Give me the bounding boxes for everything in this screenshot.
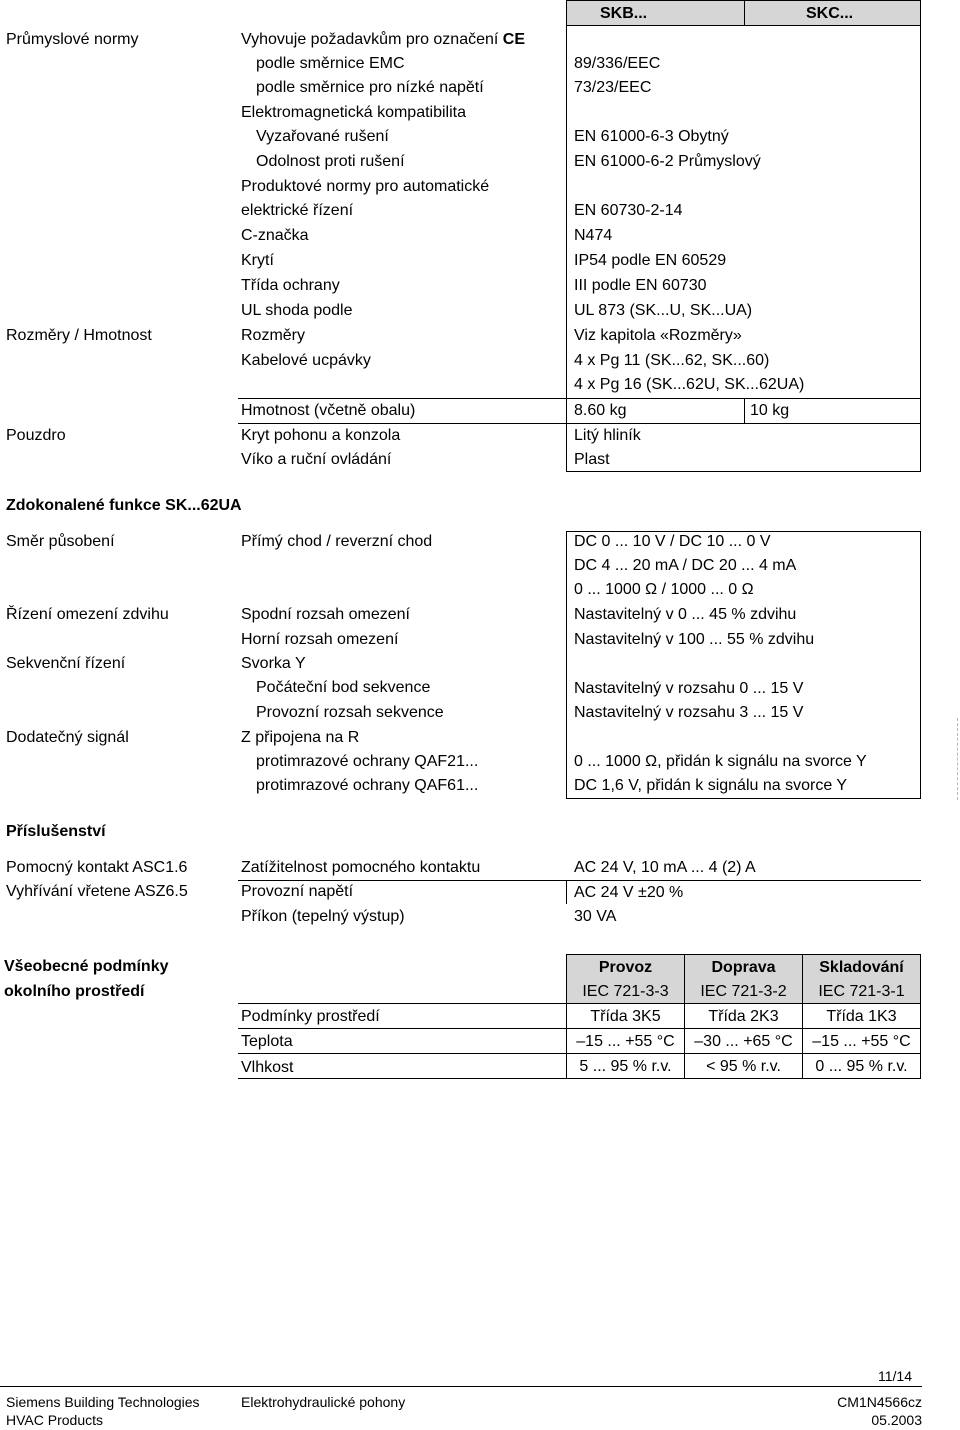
env-cell: Třída 3K5 — [590, 1008, 661, 1025]
page-number: 11/14 — [878, 1368, 912, 1384]
spec-row-label: Vyzařované rušení — [256, 128, 389, 145]
spec-row-label: Elektromagnetická kompatibilita — [241, 104, 466, 121]
env-cell: –15 ... +55 °C — [812, 1033, 911, 1050]
spec-row-value: Viz kapitola «Rozměry» — [574, 327, 742, 344]
advanced-value: 0 ... 1000 Ω / 1000 ... 0 Ω — [574, 581, 754, 598]
accessories-cat: Pomocný kontakt ASC1.6 — [6, 859, 188, 876]
env-cell: –30 ... +65 °C — [694, 1033, 793, 1050]
env-border-h1 — [238, 1003, 921, 1004]
env-row-label: Teplota — [241, 1033, 293, 1050]
accessories-value: AC 24 V ±20 % — [574, 884, 684, 901]
spec-row-value: 8.60 kg — [574, 402, 627, 419]
spec-border-right — [920, 0, 921, 472]
accessories-title: Příslušenství — [6, 823, 106, 840]
spec-border-mid-top — [744, 0, 745, 26]
env-border-h2 — [238, 1028, 921, 1029]
footer-date: 05.2003 — [871, 1412, 922, 1428]
advanced-label: Horní rozsah omezení — [241, 631, 399, 648]
footer-rule — [0, 1386, 922, 1387]
spec-row-label: Víko a ruční ovládání — [241, 451, 392, 468]
spec-row-value: EN 61000-6-2 Průmyslový — [574, 153, 761, 170]
env-cell: Třída 2K3 — [708, 1008, 779, 1025]
spec-head-skb: SKB... — [600, 5, 648, 22]
spec-row-label: Kabelové ucpávky — [241, 352, 371, 369]
spec-row-value: 73/23/EEC — [574, 79, 652, 96]
advanced-label: Provozní rozsah sekvence — [256, 704, 444, 721]
spec-row-label: Třída ochrany — [241, 277, 340, 294]
footer-product: Elektrohydraulické pohony — [241, 1394, 406, 1410]
spec-row-label: Hmotnost (včetně obalu) — [241, 402, 416, 419]
advanced-label: Přímý chod / reverzní chod — [241, 533, 433, 550]
spec-row-label: podle směrnice EMC — [256, 55, 405, 72]
spec-row-label: Rozměry — [241, 327, 306, 344]
accessories-border-left — [566, 880, 567, 904]
env-cell: 0 ... 95 % r.v. — [815, 1058, 908, 1075]
spec-row-value: 4 x Pg 11 (SK...62, SK...60) — [574, 352, 770, 369]
spec-row-value: 4 x Pg 16 (SK...62U, SK...62UA) — [574, 376, 805, 393]
accessories-value: AC 24 V, 10 mA ... 4 (2) A — [574, 859, 756, 876]
advanced-value: DC 0 ... 10 V / DC 10 ... 0 V — [574, 533, 771, 550]
spec-row-label: podle směrnice pro nízké napětí — [256, 79, 484, 96]
advanced-value: 0 ... 1000 Ω, přidán k signálu na svorce Y — [574, 753, 867, 770]
advanced-value: Nastavitelný v rozsahu 3 ... 15 V — [574, 704, 804, 721]
env-col-name: Provoz — [598, 959, 653, 976]
spec-row-label: Krytí — [241, 252, 274, 269]
advanced-cat: Řízení omezení zdvihu — [6, 606, 169, 623]
env-col-name: Skladování — [819, 959, 904, 976]
env-cell: Třída 1K3 — [826, 1008, 897, 1025]
spec-row-value: EN 61000-6-3 Obytný — [574, 128, 729, 145]
advanced-cat: Směr působení — [6, 533, 115, 550]
section-dimensions-weight: Rozměry / Hmotnost — [6, 327, 152, 344]
env-border-top — [566, 954, 921, 955]
advanced-value: DC 1,6 V, přidán k signálu na svorce Y — [574, 777, 848, 794]
spec-row-label: Odolnost proti rušení — [256, 153, 405, 170]
spec-row-value: III podle EN 60730 — [574, 277, 707, 294]
accessories-label: Příkon (tepelný výstup) — [241, 908, 405, 925]
advanced-cat: Sekvenční řízení — [6, 655, 126, 672]
env-col-std: IEC 721-3-2 — [700, 983, 787, 1000]
advanced-label: protimrazové ochrany QAF61... — [256, 777, 479, 794]
advanced-border-right — [920, 531, 921, 799]
spec-row-value: 89/336/EEC — [574, 55, 661, 72]
env-col-name: Doprava — [711, 959, 776, 976]
env-border-bottom — [238, 1078, 921, 1079]
spec-row-value-skc: 10 kg — [750, 402, 790, 419]
accessories-label: Zatížitelnost pomocného kontaktu — [241, 859, 481, 876]
spec-row-label: elektrické řízení — [241, 202, 354, 219]
accessories-cat: Vyhřívání vřetene ASZ6.5 — [6, 883, 188, 900]
section-industrial-norms: Průmyslové normy — [6, 31, 139, 48]
advanced-label: Svorka Y — [241, 655, 306, 672]
spec-row-value: Litý hliník — [574, 427, 641, 444]
accessories-border-top — [566, 880, 921, 881]
spec-border-bottom — [566, 471, 921, 472]
spec-row-value: N474 — [574, 227, 613, 244]
spec-border-weight-bottom — [238, 423, 921, 424]
accessories-label: Provozní napětí — [241, 883, 354, 900]
advanced-label: Spodní rozsah omezení — [241, 606, 410, 623]
spec-row-label: UL shoda podle — [241, 302, 353, 319]
env-row-label: Podmínky prostředí — [241, 1008, 380, 1025]
section-housing: Pouzdro — [6, 427, 66, 444]
env-border-h3 — [238, 1053, 921, 1054]
spec-row-value: EN 60730-2-14 — [574, 202, 683, 219]
advanced-label: Počáteční bod sekvence — [256, 679, 431, 696]
advanced-value: Nastavitelný v 0 ... 45 % zdvihu — [574, 606, 797, 623]
margin-dash — [957, 718, 958, 800]
advanced-title: Zdokonalené funkce SK...62UA — [6, 497, 242, 514]
advanced-value: Nastavitelný v rozsahu 0 ... 15 V — [574, 680, 804, 697]
spec-row-label: Produktové normy pro automatické — [241, 178, 490, 195]
spec-row-label: Vyhovuje požadavkům pro označení CE — [241, 31, 526, 48]
footer-division: HVAC Products — [6, 1412, 103, 1428]
advanced-value: Nastavitelný v 100 ... 55 % zdvihu — [574, 631, 815, 648]
advanced-value: DC 4 ... 20 mA / DC 20 ... 4 mA — [574, 557, 797, 574]
env-col-std: IEC 721-3-3 — [582, 983, 669, 1000]
accessories-underline — [238, 880, 572, 881]
env-col-std: IEC 721-3-1 — [818, 983, 905, 1000]
spec-head-skc: SKC... — [806, 5, 854, 22]
environment-title-1: Všeobecné podmínky — [4, 958, 169, 975]
env-cell: 5 ... 95 % r.v. — [579, 1058, 672, 1075]
environment-title-2: okolního prostředí — [4, 983, 145, 1000]
advanced-label: protimrazové ochrany QAF21... — [256, 753, 479, 770]
advanced-label: Z připojena na R — [241, 729, 360, 746]
spec-row-label: Kryt pohonu a konzola — [241, 427, 401, 444]
advanced-border-left — [566, 531, 567, 799]
spec-row-value: Plast — [574, 451, 610, 468]
advanced-cat: Dodatečný signál — [6, 729, 129, 746]
spec-row-label: C-značka — [241, 227, 309, 244]
spec-row-value: UL 873 (SK...U, SK...UA) — [574, 302, 753, 319]
footer-company: Siemens Building Technologies — [6, 1394, 200, 1410]
spec-border-mid-weight — [744, 398, 745, 424]
advanced-border-bottom — [566, 798, 921, 799]
env-row-label: Vlhkost — [241, 1059, 294, 1076]
env-cell: < 95 % r.v. — [706, 1058, 781, 1075]
env-cell: –15 ... +55 °C — [576, 1033, 675, 1050]
ce-mark-text: CE — [502, 31, 526, 48]
spec-border-weight-top — [238, 398, 921, 399]
spec-row-value: IP54 podle EN 60529 — [574, 252, 727, 269]
footer-doc-id: CM1N4566cz — [837, 1394, 922, 1410]
env-border-v4 — [920, 954, 921, 1079]
accessories-value: 30 VA — [574, 908, 617, 925]
spec-border-left — [566, 0, 567, 472]
